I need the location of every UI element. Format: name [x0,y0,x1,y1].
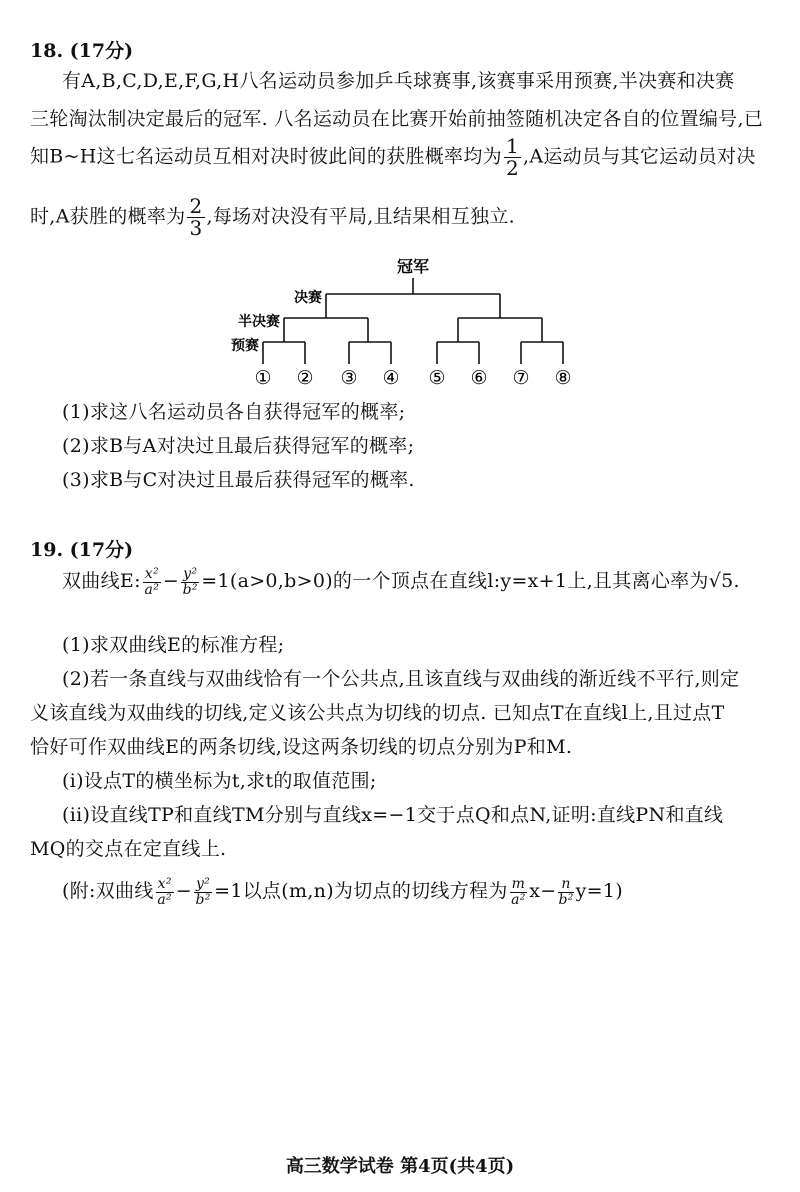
q19-heading: 19. (17分) [30,539,134,561]
frac-denominator: b² [195,891,211,908]
q18-sub1: (1)求这八名运动员各自获得冠军的概率; [62,401,406,423]
note-x: x− [529,880,557,902]
frac-numerator: y² [195,875,211,892]
q19-subii-line1: (ii)设直线TP和直线TM分别与直线x=−1交于点Q和点N,证明:直线PN和直线 [62,804,724,826]
semifinal-label: 半决赛 [238,314,280,330]
position-8: ⑧ [554,367,572,389]
position-3: ③ [340,367,358,389]
q18-fraction-two-thirds [187,196,204,239]
frac-denominator: a² [157,891,172,908]
q19-subi: (i)设点T的横坐标为t,求t的取值范围; [62,770,377,792]
q18-line3-post: ,A运动员与其它运动员对决 [522,145,756,168]
q19-line1 [62,566,740,597]
q18-fraction-half [504,136,521,179]
position-4: ④ [382,367,400,389]
q18-heading: 18. (17分) [30,40,134,62]
q19-subii-line2: MQ的交点在定直线上. [30,838,227,860]
q19-sub2-line3: 恰好可作双曲线E的两条切线,设这两条切线的切点分别为P和M. [30,736,573,758]
note-frac-n-b2 [558,877,573,907]
position-markers [254,367,571,389]
page-footer: 高三数学试卷 第4页(共4页) [285,1156,515,1177]
note-frac-m-a2 [510,877,528,907]
frac-numerator: n [558,877,573,893]
q18-line1: 有A,B,C,D,E,F,G,H八名运动员参加乒乓球赛事,该赛事采用预赛,半决赛和决赛 [62,70,735,92]
frac-denominator: a² [511,891,526,908]
note-end: y=1) [575,880,623,902]
frac-denominator: 2 [505,156,519,180]
position-2: ② [296,367,314,389]
q19-frac-x2-a2 [143,567,161,597]
position-5: ⑤ [428,367,446,389]
q18-line3-pre: 知B~H这七名运动员互相对决时彼此间的获胜概率均为 [30,145,502,168]
q19-line1-post: =1(a>0,b>0)的一个顶点在直线l:y=x+1上,且其离心率为√5. [201,570,740,592]
note-pre: (附:双曲线 [62,880,154,902]
minus-sign: − [162,570,180,592]
note-frac-y2-b2 [194,877,212,907]
q18-sub3: (3)求B与C对决过且最后获得冠军的概率. [62,469,415,491]
note-frac-x2-a2 [156,877,174,907]
position-6: ⑥ [470,367,488,389]
frac-numerator: 2 [189,194,203,218]
frac-numerator: x² [157,875,172,892]
q19-sub1: (1)求双曲线E的标准方程; [62,634,285,656]
q18-line2: 三轮淘汰制决定最后的冠军. 八名运动员在比赛开始前抽签随机决定各自的位置编号,已 [30,108,764,130]
q19-note [62,876,623,907]
frac-numerator: m [511,875,526,892]
q18-sub2: (2)求B与A对决过且最后获得冠军的概率; [62,435,415,457]
q19-sub2-line1: (2)若一条直线与双曲线恰有一个公共点,且该直线与双曲线的渐近线不平行,则定 [62,668,740,690]
note-minus: − [175,880,192,902]
q19-frac-y2-b2 [181,567,199,597]
final-label: 决赛 [294,290,322,306]
champion-label: 冠军 [396,257,430,276]
tournament-bracket-diagram [0,250,800,395]
q19-line1-pre: 双曲线E: [62,570,141,592]
q18-line3 [30,136,756,179]
position-7: ⑦ [512,367,530,389]
frac-denominator: a² [144,581,160,598]
position-1: ① [254,367,272,389]
frac-denominator: b² [182,581,198,598]
frac-numerator: 1 [505,134,519,158]
q18-line4-pre: 时,A获胜的概率为 [30,205,186,228]
q18-line4 [30,196,515,239]
note-mid: =1以点(m,n)为切点的切线方程为 [214,880,508,902]
frac-denominator: 3 [189,216,203,240]
frac-numerator: y² [183,565,198,582]
q18-line4-post: ,每场对决没有平局,且结果相互独立. [206,205,516,228]
frac-numerator: x² [144,565,159,582]
frac-denominator: b² [558,891,574,908]
prelim-label: 预赛 [231,338,259,354]
q19-sub2-line2: 义该直线为双曲线的切线,定义该公共点为切线的切点. 已知点T在直线l上,且过点T [30,702,725,724]
